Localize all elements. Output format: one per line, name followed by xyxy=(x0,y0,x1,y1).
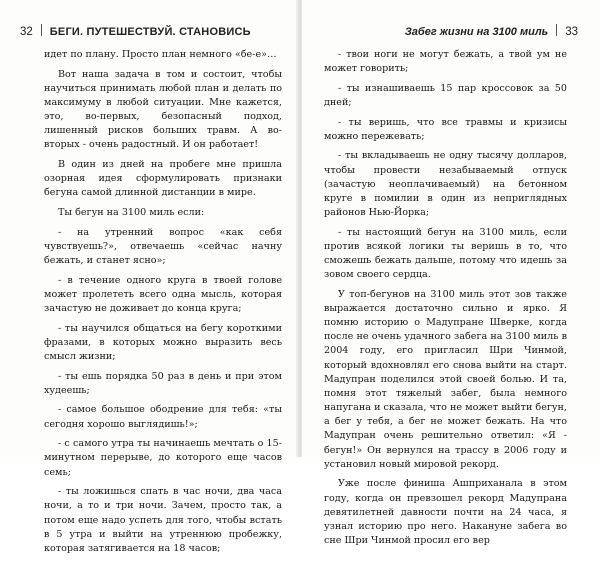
paragraph: идет по плану. Просто план немного «бе-е»… xyxy=(44,49,277,60)
header-divider xyxy=(556,24,557,36)
list-item: - ты ешь порядка 50 раз в день и при этом худеешь; xyxy=(44,370,282,396)
right-page xyxy=(302,0,600,546)
header-divider xyxy=(41,24,42,36)
list-item: - ты настоящий бегун на 3100 миль, если против всякой логики ты веришь в то, что сможешь бежать дальше, потому что идешь за зовом своего сердца. xyxy=(324,226,567,281)
list-item: - ты научился общаться на бегу короткими фразами, в которых можно выразить весь смысл жизни; xyxy=(44,322,282,362)
list-item: - ты вкладываешь не одну тысячу долларов, чтобы провести незабываемый отпуск (зачастую неоплачиваемый) на бетонном круге в помилии в один из неприглядных районов Нью-Йорка; xyxy=(324,150,567,219)
paragraph: Ты бегун на 3100 миль если: xyxy=(58,207,205,219)
right-header-title: Забег жизни на 3100 миль xyxy=(404,26,549,38)
right-page-header xyxy=(405,24,578,39)
list-item: - в течение одного круга в твоей голове может пролететь всего одна мысль, которая зачастую не доживает до конца круга; xyxy=(44,274,282,314)
list-item: - с самого утра ты начинаешь мечтать о 15-минутном перерыве, до которого еще часов семь; xyxy=(44,438,282,478)
left-header-title: БЕГИ. ПУТЕШЕСТВУЙ. СТАНОВИСЬ xyxy=(49,26,251,38)
right-page-body xyxy=(324,48,567,554)
list-item: - ты изнашиваешь 15 пар кроссовок за 50 дней; xyxy=(324,82,567,108)
right-page-number: 33 xyxy=(565,26,578,38)
paragraph: Вот наша задача в том и состоит, чтобы научиться принимать любой план и делать по максимуму в любой ситуации. Мне кажется, это, во-первых, безопасный подход, лишенный рисков больших травм. А во-вторых - очень радостный. И он работает! xyxy=(44,68,282,151)
list-item: - твои ноги не могут бежать, а твой ум не может говорить; xyxy=(324,49,567,75)
list-item: - ты ложишься спать в час ночи, два часа ночи, а то и три ночи. Зачем, просто так, а потом еще надо успеть для того, чтобы встать в 5 утра и выйти на утреннюю пробежку, которая затягивается на 18 часов; xyxy=(44,486,282,554)
left-page xyxy=(0,0,298,554)
left-page-header xyxy=(20,24,251,39)
paragraph: Уже после финиша Ашприханала в этом году, когда он превзошел рекорд Мадупрана девятилетней давности почти на 24 часа, я узнал историю про него. Накануне забега во сне Шри Чинмой просил его вер xyxy=(324,478,567,546)
list-item: - ты веришь, что все травмы и кризисы можно пережевать; xyxy=(324,116,567,142)
list-item: - на утренний вопрос «как себя чувствуешь?», отвечаешь «сейчас начну бежать, и станет ясно»; xyxy=(44,226,282,267)
list-item: - самое большое ободрение для тебя: «ты сегодня хорошо выглядишь!»; xyxy=(44,404,282,430)
paragraph: В один из дней на пробеге мне пришла озорная идея сформулировать признаки бегуна самой длинной дистанции в мире. xyxy=(44,159,282,199)
paragraph: У топ-бегунов на 3100 миль этот зов также выражается достаточно сильно и ярко. Я помню историю о Мадупране Шверке, когда после не очень удачного забега на 3100 миль в 2004 году, его пригласил Шри Чинмой, который вдохновлял его снова выйти на старт. Мадупран поделился этой своей болью. И та, помня этот тяжелый забег, была немного напугана и сказала, что не может выйти бегун, а бег у тебя, а бег не может бежать. На что Мадупран очень решительно ответил: «Я - бегун!» Он вернулся на трассу в 2006 году и установил новый мировой рекорд. xyxy=(324,288,567,470)
left-page-body xyxy=(44,48,282,562)
left-page-number: 32 xyxy=(20,26,33,38)
